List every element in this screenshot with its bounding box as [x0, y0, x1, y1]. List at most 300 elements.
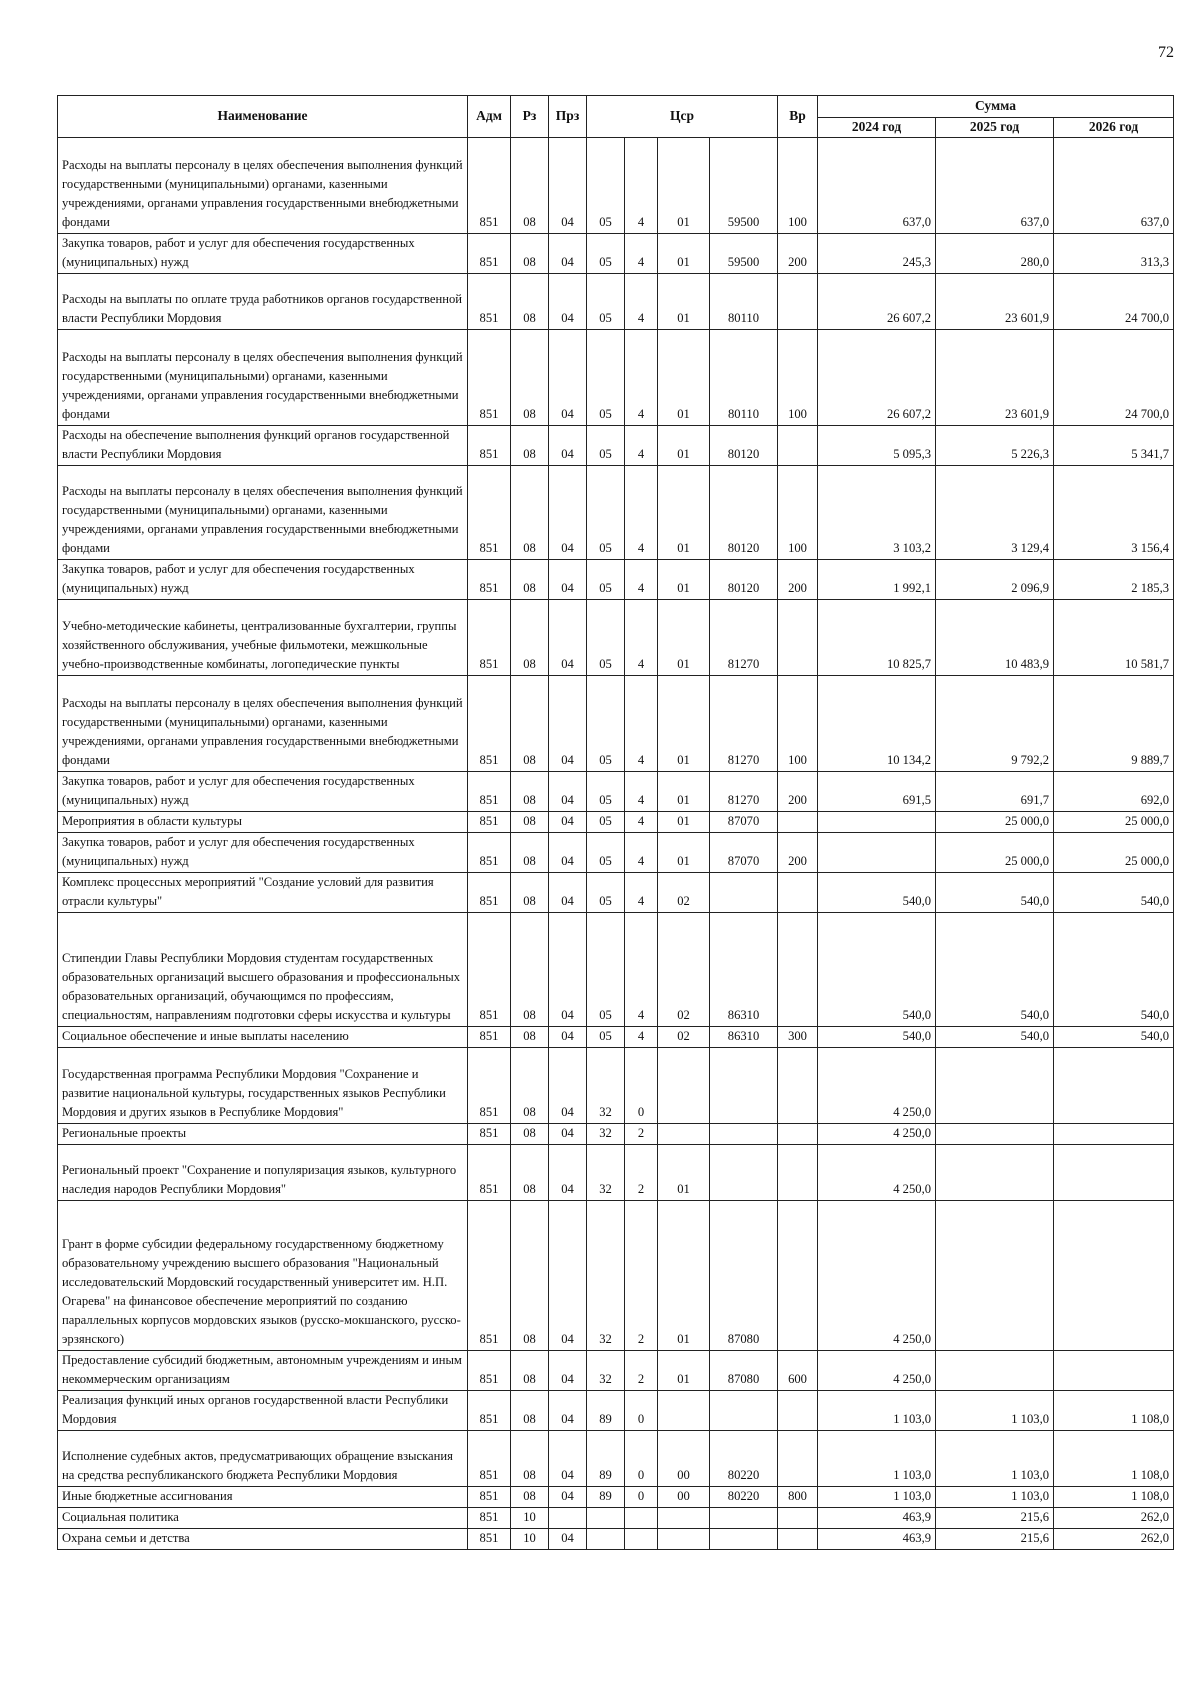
cell-sum-2026: 3 156,4 — [1054, 466, 1174, 560]
header-prz: Прз — [549, 96, 587, 138]
header-csr: Цср — [587, 96, 778, 138]
cell-sum-2026 — [1054, 1048, 1174, 1124]
cell-csr-subprogram: 01 — [658, 274, 710, 330]
cell-csr-type: 4 — [625, 676, 658, 772]
cell-csr-subprogram — [658, 1508, 710, 1529]
cell-vr — [778, 1048, 818, 1124]
cell-csr-subprogram — [658, 1391, 710, 1431]
cell-rz: 08 — [511, 913, 549, 1027]
cell-adm: 851 — [468, 1529, 511, 1550]
cell-adm: 851 — [468, 913, 511, 1027]
cell-name: Расходы на выплаты персоналу в целях обеспечения выполнения функций государственными (муниципальными) органами, казенными учреждениями, органами управления государственными внебюджетными фондами — [58, 330, 468, 426]
cell-csr-direction — [710, 1145, 778, 1201]
cell-sum-2026: 540,0 — [1054, 873, 1174, 913]
cell-prz: 04 — [549, 600, 587, 676]
cell-rz: 08 — [511, 274, 549, 330]
cell-name: Закупка товаров, работ и услуг для обеспечения государственных (муниципальных) нужд — [58, 772, 468, 812]
cell-sum-2025: 25 000,0 — [936, 812, 1054, 833]
cell-rz: 08 — [511, 1027, 549, 1048]
table-row — [58, 330, 1174, 426]
header-adm: Адм — [468, 96, 511, 138]
cell-csr-subprogram: 01 — [658, 1201, 710, 1351]
cell-prz: 04 — [549, 274, 587, 330]
cell-adm: 851 — [468, 1048, 511, 1124]
cell-prz: 04 — [549, 772, 587, 812]
cell-vr — [778, 1391, 818, 1431]
cell-csr-direction — [710, 873, 778, 913]
cell-sum-2024: 26 607,2 — [818, 330, 936, 426]
cell-prz: 04 — [549, 330, 587, 426]
cell-csr-type: 4 — [625, 1027, 658, 1048]
cell-csr-program: 32 — [587, 1048, 625, 1124]
cell-name: Государственная программа Республики Мордовия "Сохранение и развитие национальной культуры, государственных языков Республики Мордовия и других языков в Республике Мордовия" — [58, 1048, 468, 1124]
cell-vr — [778, 600, 818, 676]
cell-vr — [778, 274, 818, 330]
header-year-2025: 2025 год — [936, 118, 1054, 138]
table-row — [58, 560, 1174, 600]
cell-csr-subprogram: 01 — [658, 138, 710, 234]
cell-csr-direction — [710, 1048, 778, 1124]
cell-prz: 04 — [549, 1145, 587, 1201]
cell-rz: 08 — [511, 138, 549, 234]
cell-csr-type: 4 — [625, 833, 658, 873]
cell-sum-2025: 540,0 — [936, 913, 1054, 1027]
cell-rz: 08 — [511, 1201, 549, 1351]
cell-prz: 04 — [549, 1391, 587, 1431]
cell-csr-direction — [710, 1508, 778, 1529]
cell-adm: 851 — [468, 1027, 511, 1048]
cell-sum-2025 — [936, 1124, 1054, 1145]
cell-csr-program: 89 — [587, 1487, 625, 1508]
cell-rz: 08 — [511, 1124, 549, 1145]
cell-prz: 04 — [549, 873, 587, 913]
cell-sum-2026: 9 889,7 — [1054, 676, 1174, 772]
cell-name: Расходы на выплаты по оплате труда работников органов государственной власти Республики Мордовия — [58, 274, 468, 330]
cell-vr: 100 — [778, 676, 818, 772]
cell-sum-2024: 245,3 — [818, 234, 936, 274]
cell-csr-program: 32 — [587, 1351, 625, 1391]
cell-sum-2025 — [936, 1201, 1054, 1351]
cell-sum-2026 — [1054, 1201, 1174, 1351]
cell-prz: 04 — [549, 234, 587, 274]
cell-rz: 08 — [511, 1145, 549, 1201]
cell-sum-2026: 25 000,0 — [1054, 833, 1174, 873]
cell-name: Закупка товаров, работ и услуг для обеспечения государственных (муниципальных) нужд — [58, 560, 468, 600]
cell-sum-2025: 1 103,0 — [936, 1391, 1054, 1431]
cell-adm: 851 — [468, 1508, 511, 1529]
cell-name: Учебно-методические кабинеты, централизованные бухгалтерии, группы хозяйственного обслуживания, учебные фильмотеки, межшкольные учебно-производственные комбинаты, логопедические пункты — [58, 600, 468, 676]
cell-csr-subprogram: 01 — [658, 833, 710, 873]
cell-sum-2025: 5 226,3 — [936, 426, 1054, 466]
cell-rz: 08 — [511, 772, 549, 812]
cell-sum-2025 — [936, 1351, 1054, 1391]
cell-adm: 851 — [468, 1391, 511, 1431]
cell-csr-type: 4 — [625, 274, 658, 330]
cell-sum-2025: 10 483,9 — [936, 600, 1054, 676]
cell-adm: 851 — [468, 833, 511, 873]
cell-prz: 04 — [549, 1351, 587, 1391]
cell-csr-subprogram: 02 — [658, 873, 710, 913]
cell-sum-2024: 691,5 — [818, 772, 936, 812]
cell-prz: 04 — [549, 1048, 587, 1124]
cell-name: Иные бюджетные ассигнования — [58, 1487, 468, 1508]
cell-csr-direction: 81270 — [710, 676, 778, 772]
table-row — [58, 600, 1174, 676]
cell-sum-2026: 1 108,0 — [1054, 1391, 1174, 1431]
cell-vr: 300 — [778, 1027, 818, 1048]
cell-adm: 851 — [468, 600, 511, 676]
cell-adm: 851 — [468, 466, 511, 560]
cell-vr: 200 — [778, 833, 818, 873]
table-row — [58, 1391, 1174, 1431]
cell-sum-2025: 540,0 — [936, 1027, 1054, 1048]
cell-vr — [778, 1124, 818, 1145]
cell-sum-2024: 10 825,7 — [818, 600, 936, 676]
cell-prz — [549, 1508, 587, 1529]
cell-csr-subprogram — [658, 1124, 710, 1145]
cell-sum-2026: 5 341,7 — [1054, 426, 1174, 466]
table-row — [58, 274, 1174, 330]
cell-rz: 08 — [511, 1431, 549, 1487]
cell-name: Закупка товаров, работ и услуг для обеспечения государственных (муниципальных) нужд — [58, 234, 468, 274]
cell-csr-program — [587, 1508, 625, 1529]
cell-csr-subprogram: 02 — [658, 1027, 710, 1048]
cell-rz: 10 — [511, 1529, 549, 1550]
cell-sum-2024: 10 134,2 — [818, 676, 936, 772]
cell-csr-direction: 86310 — [710, 913, 778, 1027]
cell-name: Расходы на выплаты персоналу в целях обеспечения выполнения функций государственными (муниципальными) органами, казенными учреждениями, органами управления государственными внебюджетными фондами — [58, 676, 468, 772]
table-row — [58, 1048, 1174, 1124]
cell-csr-direction: 80220 — [710, 1487, 778, 1508]
cell-csr-direction: 80120 — [710, 466, 778, 560]
cell-csr-subprogram: 01 — [658, 600, 710, 676]
cell-csr-direction: 80110 — [710, 274, 778, 330]
cell-sum-2025: 691,7 — [936, 772, 1054, 812]
cell-name: Стипендии Главы Республики Мордовия студентам государственных образовательных организаций высшего образования и профессиональных образовательных организаций, обучающимся по профессиям, специальностям, направлениям подготовки сферы искусства и культуры — [58, 913, 468, 1027]
cell-name: Региональные проекты — [58, 1124, 468, 1145]
cell-vr — [778, 426, 818, 466]
cell-sum-2025: 540,0 — [936, 873, 1054, 913]
cell-sum-2025: 1 103,0 — [936, 1431, 1054, 1487]
cell-sum-2026: 262,0 — [1054, 1529, 1174, 1550]
cell-sum-2024: 1 103,0 — [818, 1431, 936, 1487]
cell-prz: 04 — [549, 466, 587, 560]
cell-sum-2024 — [818, 812, 936, 833]
cell-csr-subprogram: 01 — [658, 426, 710, 466]
cell-vr — [778, 1201, 818, 1351]
table-row — [58, 1431, 1174, 1487]
cell-csr-direction: 86310 — [710, 1027, 778, 1048]
cell-sum-2025: 3 129,4 — [936, 466, 1054, 560]
cell-name: Расходы на выплаты персоналу в целях обеспечения выполнения функций государственными (муниципальными) органами, казенными учреждениями, органами управления государственными внебюджетными фондами — [58, 138, 468, 234]
cell-csr-type — [625, 1529, 658, 1550]
cell-csr-program: 05 — [587, 833, 625, 873]
cell-sum-2026: 10 581,7 — [1054, 600, 1174, 676]
cell-csr-direction: 87070 — [710, 833, 778, 873]
cell-vr: 100 — [778, 330, 818, 426]
cell-rz: 08 — [511, 234, 549, 274]
cell-sum-2025: 2 096,9 — [936, 560, 1054, 600]
cell-csr-type: 4 — [625, 772, 658, 812]
cell-csr-program: 32 — [587, 1201, 625, 1351]
cell-csr-direction: 80220 — [710, 1431, 778, 1487]
cell-name: Социальная политика — [58, 1508, 468, 1529]
cell-vr — [778, 913, 818, 1027]
cell-csr-type: 4 — [625, 330, 658, 426]
cell-csr-subprogram — [658, 1048, 710, 1124]
cell-sum-2024: 1 992,1 — [818, 560, 936, 600]
cell-csr-subprogram: 02 — [658, 913, 710, 1027]
cell-prz: 04 — [549, 138, 587, 234]
cell-csr-direction: 80120 — [710, 560, 778, 600]
cell-sum-2024 — [818, 833, 936, 873]
cell-csr-subprogram: 01 — [658, 466, 710, 560]
cell-sum-2024: 5 095,3 — [818, 426, 936, 466]
cell-csr-program: 05 — [587, 913, 625, 1027]
cell-adm: 851 — [468, 1351, 511, 1391]
cell-sum-2025: 1 103,0 — [936, 1487, 1054, 1508]
cell-name: Реализация функций иных органов государственной власти Республики Мордовия — [58, 1391, 468, 1431]
cell-sum-2026: 692,0 — [1054, 772, 1174, 812]
cell-adm: 851 — [468, 274, 511, 330]
cell-csr-direction: 87080 — [710, 1201, 778, 1351]
cell-sum-2024: 637,0 — [818, 138, 936, 234]
cell-name: Закупка товаров, работ и услуг для обеспечения государственных (муниципальных) нужд — [58, 833, 468, 873]
cell-csr-subprogram: 01 — [658, 234, 710, 274]
cell-csr-program: 05 — [587, 812, 625, 833]
table-row — [58, 913, 1174, 1027]
cell-csr-program: 05 — [587, 234, 625, 274]
cell-vr: 200 — [778, 560, 818, 600]
cell-sum-2025: 23 601,9 — [936, 330, 1054, 426]
cell-csr-subprogram — [658, 1529, 710, 1550]
cell-sum-2026: 24 700,0 — [1054, 274, 1174, 330]
cell-adm: 851 — [468, 234, 511, 274]
cell-rz: 08 — [511, 600, 549, 676]
cell-csr-program: 05 — [587, 138, 625, 234]
cell-csr-direction: 81270 — [710, 772, 778, 812]
cell-rz: 08 — [511, 873, 549, 913]
cell-name: Расходы на обеспечение выполнения функций органов государственной власти Республики Мордовия — [58, 426, 468, 466]
table-body — [58, 138, 1174, 1550]
cell-adm: 851 — [468, 1487, 511, 1508]
cell-csr-program: 05 — [587, 426, 625, 466]
cell-csr-program: 89 — [587, 1431, 625, 1487]
cell-csr-direction: 81270 — [710, 600, 778, 676]
cell-csr-program: 05 — [587, 466, 625, 560]
cell-csr-type: 2 — [625, 1201, 658, 1351]
cell-prz: 04 — [549, 812, 587, 833]
table-row — [58, 1145, 1174, 1201]
cell-csr-program — [587, 1529, 625, 1550]
cell-csr-program: 32 — [587, 1124, 625, 1145]
page-number: 72 — [1158, 44, 1174, 61]
cell-sum-2025: 9 792,2 — [936, 676, 1054, 772]
cell-rz: 08 — [511, 426, 549, 466]
cell-adm: 851 — [468, 812, 511, 833]
table-row — [58, 873, 1174, 913]
cell-csr-direction: 80110 — [710, 330, 778, 426]
cell-rz: 08 — [511, 466, 549, 560]
table-row — [58, 1529, 1174, 1550]
cell-prz: 04 — [549, 560, 587, 600]
table-row — [58, 466, 1174, 560]
cell-sum-2024: 463,9 — [818, 1529, 936, 1550]
cell-csr-type: 4 — [625, 138, 658, 234]
cell-csr-direction — [710, 1124, 778, 1145]
cell-sum-2026: 1 108,0 — [1054, 1487, 1174, 1508]
cell-adm: 851 — [468, 1431, 511, 1487]
cell-adm: 851 — [468, 426, 511, 466]
header-row-top — [58, 96, 1174, 118]
cell-name: Исполнение судебных актов, предусматривающих обращение взыскания на средства республиканского бюджета Республики Мордовия — [58, 1431, 468, 1487]
cell-csr-type: 0 — [625, 1391, 658, 1431]
cell-rz: 08 — [511, 560, 549, 600]
cell-vr — [778, 812, 818, 833]
cell-csr-direction: 59500 — [710, 138, 778, 234]
cell-csr-type: 4 — [625, 234, 658, 274]
cell-sum-2024: 4 250,0 — [818, 1145, 936, 1201]
budget-table — [57, 95, 1174, 1550]
cell-csr-type: 4 — [625, 873, 658, 913]
cell-sum-2024: 540,0 — [818, 873, 936, 913]
header-vr: Вр — [778, 96, 818, 138]
cell-rz: 08 — [511, 1487, 549, 1508]
cell-sum-2026: 24 700,0 — [1054, 330, 1174, 426]
cell-csr-type: 0 — [625, 1048, 658, 1124]
cell-sum-2026: 25 000,0 — [1054, 812, 1174, 833]
cell-vr: 200 — [778, 234, 818, 274]
cell-sum-2025: 280,0 — [936, 234, 1054, 274]
cell-name: Мероприятия в области культуры — [58, 812, 468, 833]
cell-name: Предоставление субсидий бюджетным, автономным учреждениям и иным некоммерческим организациям — [58, 1351, 468, 1391]
cell-csr-type: 2 — [625, 1351, 658, 1391]
cell-name: Социальное обеспечение и иные выплаты населению — [58, 1027, 468, 1048]
cell-csr-type: 4 — [625, 600, 658, 676]
table-row — [58, 426, 1174, 466]
cell-rz: 08 — [511, 833, 549, 873]
cell-sum-2024: 4 250,0 — [818, 1048, 936, 1124]
cell-csr-type: 4 — [625, 560, 658, 600]
cell-adm: 851 — [468, 560, 511, 600]
cell-sum-2026: 540,0 — [1054, 1027, 1174, 1048]
table-row — [58, 833, 1174, 873]
cell-csr-subprogram: 01 — [658, 812, 710, 833]
table-row — [58, 1027, 1174, 1048]
cell-sum-2025: 23 601,9 — [936, 274, 1054, 330]
cell-vr: 200 — [778, 772, 818, 812]
cell-csr-subprogram: 01 — [658, 1145, 710, 1201]
cell-sum-2026: 637,0 — [1054, 138, 1174, 234]
cell-rz: 08 — [511, 1048, 549, 1124]
cell-vr: 100 — [778, 138, 818, 234]
cell-csr-program: 05 — [587, 330, 625, 426]
cell-csr-direction: 87080 — [710, 1351, 778, 1391]
cell-csr-type: 4 — [625, 812, 658, 833]
cell-sum-2026: 2 185,3 — [1054, 560, 1174, 600]
cell-csr-type — [625, 1508, 658, 1529]
cell-sum-2024: 540,0 — [818, 913, 936, 1027]
cell-rz: 08 — [511, 676, 549, 772]
cell-vr: 600 — [778, 1351, 818, 1391]
cell-rz: 08 — [511, 1351, 549, 1391]
cell-csr-subprogram: 01 — [658, 330, 710, 426]
cell-vr: 800 — [778, 1487, 818, 1508]
cell-vr — [778, 1529, 818, 1550]
header-year-2024: 2024 год — [818, 118, 936, 138]
cell-rz: 10 — [511, 1508, 549, 1529]
cell-csr-type: 0 — [625, 1431, 658, 1487]
cell-csr-subprogram: 01 — [658, 772, 710, 812]
cell-sum-2026: 540,0 — [1054, 913, 1174, 1027]
cell-csr-subprogram: 01 — [658, 676, 710, 772]
cell-prz: 04 — [549, 1201, 587, 1351]
cell-csr-program: 05 — [587, 560, 625, 600]
header-sum: Сумма — [818, 96, 1174, 118]
cell-adm: 851 — [468, 772, 511, 812]
cell-csr-direction: 87070 — [710, 812, 778, 833]
table-row — [58, 138, 1174, 234]
table-row — [58, 1351, 1174, 1391]
cell-vr — [778, 1508, 818, 1529]
cell-csr-type: 4 — [625, 426, 658, 466]
cell-sum-2024: 1 103,0 — [818, 1391, 936, 1431]
cell-csr-subprogram: 01 — [658, 1351, 710, 1391]
cell-csr-direction: 80120 — [710, 426, 778, 466]
cell-name: Охрана семьи и детства — [58, 1529, 468, 1550]
cell-rz: 08 — [511, 1391, 549, 1431]
cell-csr-program: 05 — [587, 873, 625, 913]
cell-prz: 04 — [549, 913, 587, 1027]
cell-csr-type: 2 — [625, 1124, 658, 1145]
cell-csr-direction — [710, 1391, 778, 1431]
cell-prz: 04 — [549, 426, 587, 466]
cell-adm: 851 — [468, 1201, 511, 1351]
table-row — [58, 1508, 1174, 1529]
cell-vr — [778, 1145, 818, 1201]
cell-name: Комплекс процессных мероприятий "Создание условий для развития отрасли культуры" — [58, 873, 468, 913]
cell-sum-2026: 313,3 — [1054, 234, 1174, 274]
table-row — [58, 1201, 1174, 1351]
cell-sum-2026: 1 108,0 — [1054, 1431, 1174, 1487]
cell-name: Региональный проект "Сохранение и популяризация языков, культурного наследия народов Республики Мордовия" — [58, 1145, 468, 1201]
cell-sum-2024: 540,0 — [818, 1027, 936, 1048]
cell-sum-2026 — [1054, 1351, 1174, 1391]
cell-vr — [778, 873, 818, 913]
table-row — [58, 1487, 1174, 1508]
cell-prz: 04 — [549, 1124, 587, 1145]
cell-csr-program: 05 — [587, 1027, 625, 1048]
header-year-2026: 2026 год — [1054, 118, 1174, 138]
cell-vr: 100 — [778, 466, 818, 560]
cell-sum-2025: 215,6 — [936, 1529, 1054, 1550]
cell-vr — [778, 1431, 818, 1487]
table-row — [58, 234, 1174, 274]
cell-sum-2026 — [1054, 1145, 1174, 1201]
cell-csr-type: 2 — [625, 1145, 658, 1201]
cell-csr-subprogram: 00 — [658, 1487, 710, 1508]
table-row — [58, 772, 1174, 812]
cell-sum-2024: 1 103,0 — [818, 1487, 936, 1508]
cell-sum-2024: 4 250,0 — [818, 1201, 936, 1351]
cell-sum-2025: 25 000,0 — [936, 833, 1054, 873]
cell-sum-2025 — [936, 1145, 1054, 1201]
cell-csr-program: 05 — [587, 676, 625, 772]
cell-sum-2024: 4 250,0 — [818, 1124, 936, 1145]
cell-prz: 04 — [549, 833, 587, 873]
cell-csr-program: 05 — [587, 772, 625, 812]
cell-csr-subprogram: 00 — [658, 1431, 710, 1487]
